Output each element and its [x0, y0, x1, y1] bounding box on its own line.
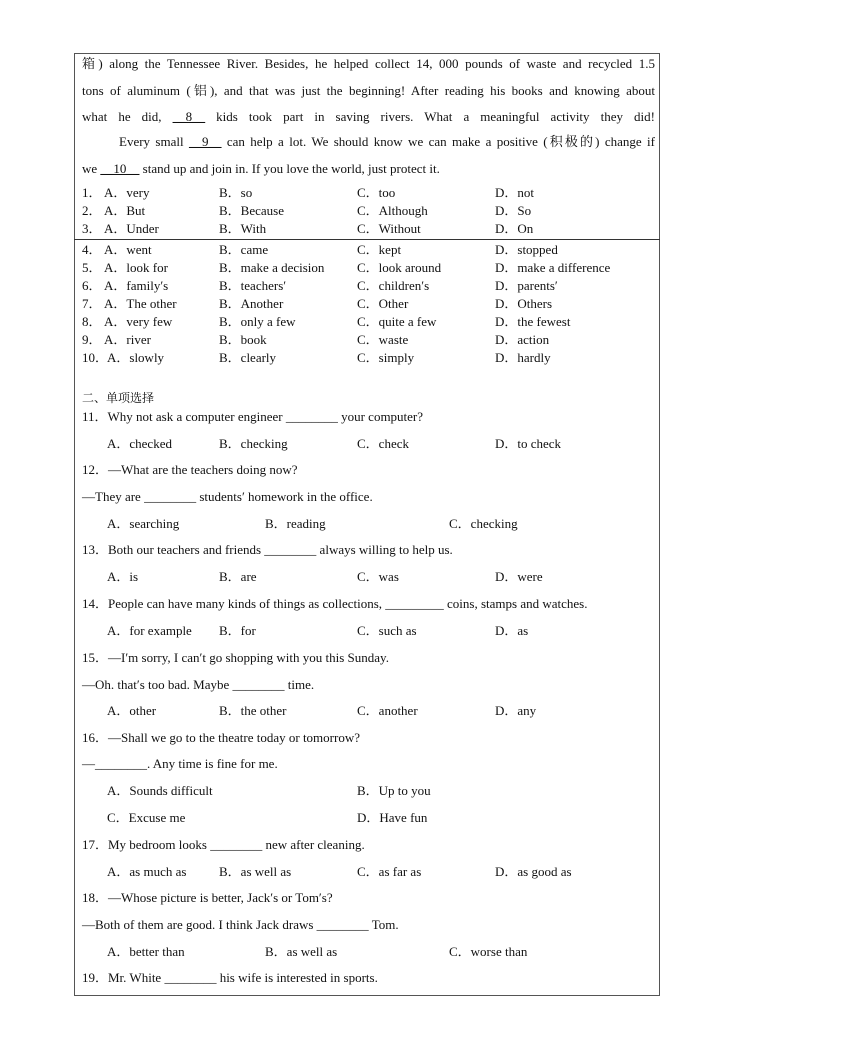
q12-option-b[interactable]: B．reading	[265, 516, 326, 531]
q17-option-c[interactable]: C．as far as	[357, 864, 422, 879]
q11-option-a[interactable]: A．checked	[107, 436, 172, 451]
cloze-option-d[interactable]: D．the fewest	[495, 314, 571, 329]
cloze-option-a[interactable]: A．But	[104, 203, 146, 218]
question-15-line2: —Oh. that′s too bad. Maybe ________ time.	[82, 677, 315, 692]
passage-line-5: we __10__ stand up and join in. If you love the world, just protect it.	[82, 161, 440, 176]
cloze-option-a[interactable]: A．went	[104, 242, 152, 257]
passage-line-4: Every small __9__ can help a lot. We should know we can make a positive (积极的) change if	[119, 134, 655, 149]
cloze-option-b[interactable]: B．With	[219, 221, 267, 236]
question-12-line2: —They are ________ students′ homework in the office.	[82, 489, 373, 504]
cloze-number: 8．	[82, 314, 102, 329]
cloze-option-a[interactable]: A．slowly	[107, 350, 165, 365]
cloze-option-a[interactable]: A．river	[104, 332, 151, 347]
cloze-option-a[interactable]: A．The other	[104, 296, 177, 311]
cloze-option-c[interactable]: C．quite a few	[357, 314, 437, 329]
cloze-option-b[interactable]: B．came	[219, 242, 269, 257]
cloze-option-c[interactable]: C．waste	[357, 332, 409, 347]
cloze-number: 5．	[82, 260, 102, 275]
q18-option-b[interactable]: B．as well as	[265, 944, 338, 959]
cloze-option-a[interactable]: A．Under	[104, 221, 159, 236]
cloze-option-c[interactable]: C．Other	[357, 296, 409, 311]
divider-line	[74, 239, 660, 240]
q15-option-c[interactable]: C．another	[357, 703, 418, 718]
cloze-number: 4．	[82, 242, 102, 257]
cloze-option-a[interactable]: A．family′s	[104, 278, 169, 293]
cloze-option-a[interactable]: A．look for	[104, 260, 168, 275]
cloze-option-b[interactable]: B．Because	[219, 203, 284, 218]
q12-option-a[interactable]: A．searching	[107, 516, 180, 531]
cloze-option-d[interactable]: D．parents′	[495, 278, 558, 293]
cloze-number: 10．	[82, 350, 109, 365]
question-14: 14．People can have many kinds of things as collections, _________ coins, stamps and watches.	[82, 596, 588, 611]
cloze-option-b[interactable]: B．only a few	[219, 314, 296, 329]
q11-option-b[interactable]: B．checking	[219, 436, 288, 451]
cloze-option-b[interactable]: B．so	[219, 185, 253, 200]
q15-option-d[interactable]: D．any	[495, 703, 537, 718]
cloze-option-d[interactable]: D．action	[495, 332, 550, 347]
q15-option-a[interactable]: A．other	[107, 703, 157, 718]
blank-9: __9__	[188, 134, 222, 149]
q16-option-b[interactable]: B．Up to you	[357, 783, 431, 798]
cloze-option-d[interactable]: D．make a difference	[495, 260, 611, 275]
cloze-option-d[interactable]: D．Others	[495, 296, 553, 311]
cloze-option-c[interactable]: C．too	[357, 185, 396, 200]
question-18-line2: —Both of them are good. I think Jack draws ________ Tom.	[82, 917, 399, 932]
cloze-option-b[interactable]: B．Another	[219, 296, 284, 311]
q14-option-d[interactable]: D．as	[495, 623, 529, 638]
cloze-number: 9．	[82, 332, 102, 347]
q12-option-c[interactable]: C．checking	[449, 516, 518, 531]
q15-option-b[interactable]: B．the other	[219, 703, 287, 718]
q13-option-b[interactable]: B．are	[219, 569, 257, 584]
q17-option-a[interactable]: A．as much as	[107, 864, 187, 879]
question-11: 11．Why not ask a computer engineer ________ your computer?	[82, 409, 424, 424]
cloze-number: 2．	[82, 203, 102, 218]
cloze-option-b[interactable]: B．book	[219, 332, 267, 347]
q14-option-c[interactable]: C．such as	[357, 623, 417, 638]
q14-option-b[interactable]: B．for	[219, 623, 256, 638]
cloze-number: 3．	[82, 221, 102, 236]
cloze-option-c[interactable]: C．Without	[357, 221, 421, 236]
q14-option-a[interactable]: A．for example	[107, 623, 192, 638]
question-12: 12．—What are the teachers doing now?	[82, 462, 298, 477]
q18-option-a[interactable]: A．better than	[107, 944, 185, 959]
blank-10: __10__	[100, 161, 140, 176]
cloze-option-c[interactable]: C．look around	[357, 260, 442, 275]
cloze-option-c[interactable]: C．children′s	[357, 278, 430, 293]
question-17: 17．My bedroom looks ________ new after cleaning.	[82, 837, 365, 852]
blank-8: __8__	[172, 109, 206, 124]
cloze-option-b[interactable]: B．clearly	[219, 350, 277, 365]
cloze-option-d[interactable]: D．So	[495, 203, 532, 218]
cloze-option-d[interactable]: D．not	[495, 185, 535, 200]
q17-option-b[interactable]: B．as well as	[219, 864, 292, 879]
cloze-option-d[interactable]: D．hardly	[495, 350, 551, 365]
question-15: 15．—I′m sorry, I can′t go shopping with you this Sunday.	[82, 650, 389, 665]
q16-option-d[interactable]: D．Have fun	[357, 810, 428, 825]
q13-option-a[interactable]: A．is	[107, 569, 139, 584]
question-18: 18．—Whose picture is better, Jack′s or Tom′s?	[82, 890, 333, 905]
question-16: 16．—Shall we go to the theatre today or tomorrow?	[82, 730, 360, 745]
passage-line-3: what he did, __8__ kids took part in saving rivers. What a meaningful activity they did!	[82, 109, 655, 124]
q17-option-d[interactable]: D．as good as	[495, 864, 572, 879]
question-13: 13．Both our teachers and friends ________ always willing to help us.	[82, 542, 453, 557]
q13-option-c[interactable]: C．was	[357, 569, 399, 584]
cloze-option-a[interactable]: A．very	[104, 185, 150, 200]
cloze-option-b[interactable]: B．make a decision	[219, 260, 325, 275]
question-19: 19．Mr. White ________ his wife is interested in sports.	[82, 970, 378, 985]
cloze-option-c[interactable]: C．kept	[357, 242, 402, 257]
q18-option-c[interactable]: C．worse than	[449, 944, 528, 959]
q11-option-d[interactable]: D．to check	[495, 436, 562, 451]
q16-option-a[interactable]: A．Sounds difficult	[107, 783, 213, 798]
cloze-option-c[interactable]: C．simply	[357, 350, 415, 365]
cloze-option-b[interactable]: B．teachers′	[219, 278, 287, 293]
cloze-option-a[interactable]: A．very few	[104, 314, 173, 329]
q13-option-d[interactable]: D．were	[495, 569, 543, 584]
cloze-option-d[interactable]: D．On	[495, 221, 534, 236]
section-heading: 二、单项选择	[82, 391, 155, 405]
q11-option-c[interactable]: C．check	[357, 436, 409, 451]
cloze-number: 6．	[82, 278, 102, 293]
question-16-line2: —________. Any time is fine for me.	[82, 756, 278, 771]
cloze-number: 1．	[82, 185, 102, 200]
passage-line-1: 箱) along the Tennessee River. Besides, he helped collect 14, 000 pounds of waste and recycled 1.5	[82, 56, 655, 71]
cloze-option-d[interactable]: D．stopped	[495, 242, 558, 257]
cloze-number: 7．	[82, 296, 102, 311]
cloze-option-c[interactable]: C．Although	[357, 203, 428, 218]
passage-line-2: tons of aluminum (铝), and that was just the beginning! After reading his books and knowing about	[82, 83, 655, 98]
q16-option-c[interactable]: C．Excuse me	[107, 810, 186, 825]
